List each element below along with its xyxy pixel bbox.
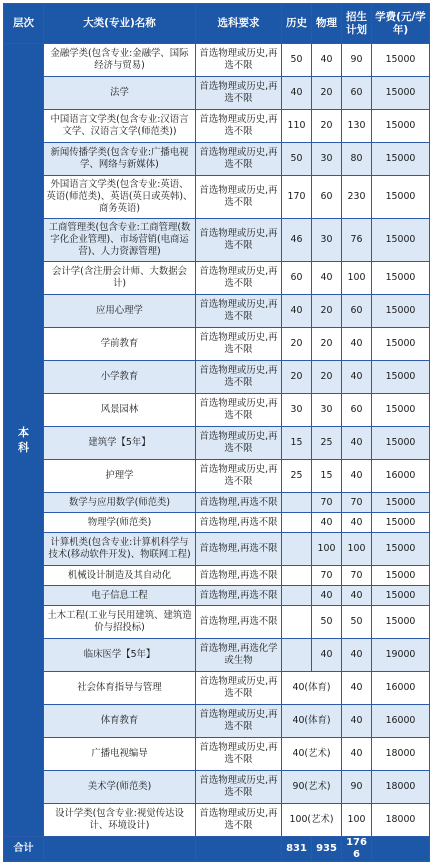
subject-requirement: 首选物理或历史,再选不限 [196, 394, 282, 427]
subject-requirement: 首选物理或历史,再选不限 [196, 705, 282, 738]
tuition-fee: 18000 [372, 771, 430, 804]
plan-count: 40 [342, 705, 372, 738]
table-row [4, 493, 430, 513]
major-name: 土木工程(工业与民用建筑、建筑造价与招投标) [44, 606, 196, 639]
history-count: 25 [282, 460, 312, 493]
admission-plan-table-container [3, 3, 429, 860]
history-count: 46 [282, 219, 312, 262]
major-name: 计算机类(包含专业:计算机科学与技术(移动软件开发)、物联网工程) [44, 533, 196, 566]
subject-requirement: 首选物理,再选不限 [196, 586, 282, 606]
physics-count: 40 [312, 639, 342, 672]
tuition-fee: 18000 [372, 738, 430, 771]
total-history: 831 [282, 837, 312, 862]
plan-count: 40 [342, 639, 372, 672]
table-row [4, 513, 430, 533]
subject-requirement: 首选物理或历史,再选不限 [196, 672, 282, 705]
plan-count: 60 [342, 295, 372, 328]
history-count: 40 [282, 77, 312, 110]
tuition-fee: 18000 [372, 804, 430, 837]
table-row [4, 361, 430, 394]
major-name: 美术学(师范类) [44, 771, 196, 804]
major-name: 建筑学【5年】 [44, 427, 196, 460]
subject-requirement: 首选物理,再选不限 [196, 493, 282, 513]
plan-count: 130 [342, 110, 372, 143]
physics-count: 40 [312, 586, 342, 606]
history-count: 15 [282, 427, 312, 460]
major-name: 设计学类(包含专业:视觉传达设计、环境设计) [44, 804, 196, 837]
table-row [4, 639, 430, 672]
tuition-fee: 15000 [372, 566, 430, 586]
total-physics: 935 [312, 837, 342, 862]
tuition-fee: 15000 [372, 143, 430, 176]
plan-count: 76 [342, 219, 372, 262]
history-count [282, 639, 312, 672]
physics-count: 20 [312, 361, 342, 394]
table-row [4, 705, 430, 738]
header-plan: 招生计划 [342, 4, 372, 44]
tuition-fee: 15000 [372, 77, 430, 110]
table-row [4, 533, 430, 566]
physics-count: 20 [312, 77, 342, 110]
tuition-fee: 15000 [372, 176, 430, 219]
history-count: 50 [282, 143, 312, 176]
plan-count: 90 [342, 771, 372, 804]
physics-count: 30 [312, 143, 342, 176]
tuition-fee: 15000 [372, 586, 430, 606]
physics-count: 20 [312, 295, 342, 328]
table-row [4, 77, 430, 110]
tuition-fee: 19000 [372, 639, 430, 672]
level-char: 科 [18, 441, 29, 454]
major-name: 电子信息工程 [44, 586, 196, 606]
major-name: 社会体育指导与管理 [44, 672, 196, 705]
subject-requirement: 首选物理,再选不限 [196, 513, 282, 533]
subject-requirement: 首选物理或历史,再选不限 [196, 219, 282, 262]
total-label: 合计 [4, 837, 44, 862]
physics-count: 60 [312, 176, 342, 219]
special-quota: 100(艺术) [282, 804, 342, 837]
subject-requirement: 首选物理或历史,再选不限 [196, 738, 282, 771]
total-empty-major [44, 837, 196, 862]
subject-requirement: 首选物理或历史,再选不限 [196, 110, 282, 143]
plan-count: 40 [342, 460, 372, 493]
history-count [282, 606, 312, 639]
header-history: 历史 [282, 4, 312, 44]
physics-count: 30 [312, 394, 342, 427]
tuition-fee: 15000 [372, 44, 430, 77]
subject-requirement: 首选物理或历史,再选不限 [196, 143, 282, 176]
major-name: 会计学(含注册会计师、大数据会计) [44, 262, 196, 295]
major-name: 护理学 [44, 460, 196, 493]
physics-count: 20 [312, 328, 342, 361]
header-level: 层次 [4, 4, 44, 44]
tuition-fee: 15000 [372, 606, 430, 639]
special-quota: 40(艺术) [282, 738, 342, 771]
physics-count: 40 [312, 262, 342, 295]
header-fee: 学费(元/学年) [372, 4, 430, 44]
tuition-fee: 16000 [372, 672, 430, 705]
subject-requirement: 首选物理或历史,再选不限 [196, 176, 282, 219]
physics-count: 70 [312, 493, 342, 513]
major-name: 应用心理学 [44, 295, 196, 328]
history-count: 30 [282, 394, 312, 427]
plan-count: 70 [342, 566, 372, 586]
plan-count: 100 [342, 804, 372, 837]
plan-count: 40 [342, 361, 372, 394]
physics-count: 20 [312, 110, 342, 143]
plan-count: 40 [342, 427, 372, 460]
plan-count: 100 [342, 533, 372, 566]
level-cell [4, 44, 44, 837]
major-name: 机械设计制造及其自动化 [44, 566, 196, 586]
table-row [4, 328, 430, 361]
table-row [4, 394, 430, 427]
major-name: 临床医学【5年】 [44, 639, 196, 672]
major-name: 新闻传播学类(包含专业:广播电视学、网络与新媒体) [44, 143, 196, 176]
major-name: 体育教育 [44, 705, 196, 738]
plan-count: 40 [342, 672, 372, 705]
table-row [4, 44, 430, 77]
table-row [4, 262, 430, 295]
major-name: 物理学(师范类) [44, 513, 196, 533]
history-count: 40 [282, 295, 312, 328]
plan-count: 60 [342, 394, 372, 427]
major-name: 小学教育 [44, 361, 196, 394]
table-row [4, 460, 430, 493]
physics-count: 15 [312, 460, 342, 493]
subject-requirement: 首选物理,再选不限 [196, 533, 282, 566]
plan-count: 50 [342, 606, 372, 639]
history-count: 170 [282, 176, 312, 219]
physics-count: 25 [312, 427, 342, 460]
table-body [4, 44, 430, 837]
history-count [282, 566, 312, 586]
subject-requirement: 首选物理或历史,再选不限 [196, 427, 282, 460]
subject-requirement: 首选物理或历史,再选不限 [196, 44, 282, 77]
table-row [4, 427, 430, 460]
tuition-fee: 15000 [372, 361, 430, 394]
plan-count: 90 [342, 44, 372, 77]
plan-count: 80 [342, 143, 372, 176]
total-empty-req [196, 837, 282, 862]
tuition-fee: 15000 [372, 513, 430, 533]
tuition-fee: 15000 [372, 427, 430, 460]
table-row [4, 176, 430, 219]
tuition-fee: 15000 [372, 533, 430, 566]
subject-requirement: 首选物理或历史,再选不限 [196, 361, 282, 394]
admission-plan-table [3, 3, 430, 862]
level-char: 本 [18, 426, 29, 439]
history-count: 110 [282, 110, 312, 143]
special-quota: 40(体育) [282, 705, 342, 738]
table-row [4, 566, 430, 586]
plan-count: 60 [342, 77, 372, 110]
physics-count: 50 [312, 606, 342, 639]
subject-requirement: 首选物理或历史,再选不限 [196, 771, 282, 804]
table-row [4, 219, 430, 262]
tuition-fee: 16000 [372, 705, 430, 738]
major-name: 法学 [44, 77, 196, 110]
subject-requirement: 首选物理或历史,再选不限 [196, 804, 282, 837]
header-major: 大类(专业)名称 [44, 4, 196, 44]
tuition-fee: 15000 [372, 493, 430, 513]
subject-requirement: 首选物理,再选不限 [196, 566, 282, 586]
major-name: 外国语言文学类(包含专业:英语、英语(师范类)、英语(英日或英韩)、商务英语) [44, 176, 196, 219]
history-count [282, 493, 312, 513]
plan-count: 40 [342, 328, 372, 361]
major-name: 学前教育 [44, 328, 196, 361]
physics-count: 30 [312, 219, 342, 262]
subject-requirement: 首选物理或历史,再选不限 [196, 295, 282, 328]
table-row [4, 771, 430, 804]
tuition-fee: 15000 [372, 262, 430, 295]
tuition-fee: 15000 [372, 219, 430, 262]
table-row [4, 143, 430, 176]
tuition-fee: 15000 [372, 295, 430, 328]
history-count [282, 586, 312, 606]
special-quota: 90(艺术) [282, 771, 342, 804]
special-quota: 40(体育) [282, 672, 342, 705]
header-physics: 物理 [312, 4, 342, 44]
total-row [4, 837, 430, 862]
major-name: 工商管理类(包含专业:工商管理(数字化企业管理)、市场营销(电商运营)、人力资源管理) [44, 219, 196, 262]
history-count: 20 [282, 361, 312, 394]
history-count: 50 [282, 44, 312, 77]
subject-requirement: 首选物理或历史,再选不限 [196, 262, 282, 295]
physics-count: 100 [312, 533, 342, 566]
tuition-fee: 16000 [372, 460, 430, 493]
subject-requirement: 首选物理或历史,再选不限 [196, 460, 282, 493]
total-plan: 1766 [342, 837, 372, 862]
plan-count: 70 [342, 493, 372, 513]
header-row [4, 4, 430, 44]
history-count: 20 [282, 328, 312, 361]
history-count [282, 513, 312, 533]
header-requirement: 选科要求 [196, 4, 282, 44]
major-name: 金融学类(包含专业:金融学、国际经济与贸易) [44, 44, 196, 77]
subject-requirement: 首选物理或历史,再选不限 [196, 328, 282, 361]
tuition-fee: 15000 [372, 328, 430, 361]
subject-requirement: 首选物理,再选不限 [196, 606, 282, 639]
table-row [4, 738, 430, 771]
table-row [4, 804, 430, 837]
physics-count: 70 [312, 566, 342, 586]
major-name: 广播电视编导 [44, 738, 196, 771]
major-name: 中国语言文学类(包含专业:汉语言文学、汉语言文学(师范类)) [44, 110, 196, 143]
tuition-fee: 15000 [372, 394, 430, 427]
major-name: 数学与应用数学(师范类) [44, 493, 196, 513]
table-row [4, 586, 430, 606]
major-name: 风景园林 [44, 394, 196, 427]
plan-count: 40 [342, 738, 372, 771]
plan-count: 40 [342, 586, 372, 606]
table-row [4, 110, 430, 143]
subject-requirement: 首选物理或历史,再选不限 [196, 77, 282, 110]
history-count [282, 533, 312, 566]
history-count: 60 [282, 262, 312, 295]
plan-count: 100 [342, 262, 372, 295]
physics-count: 40 [312, 513, 342, 533]
table-row [4, 295, 430, 328]
physics-count: 40 [312, 44, 342, 77]
table-row [4, 672, 430, 705]
subject-requirement: 首选物理,再选化学或生物 [196, 639, 282, 672]
tuition-fee: 15000 [372, 110, 430, 143]
total-empty-fee [372, 837, 430, 862]
plan-count: 40 [342, 513, 372, 533]
plan-count: 230 [342, 176, 372, 219]
table-row [4, 606, 430, 639]
